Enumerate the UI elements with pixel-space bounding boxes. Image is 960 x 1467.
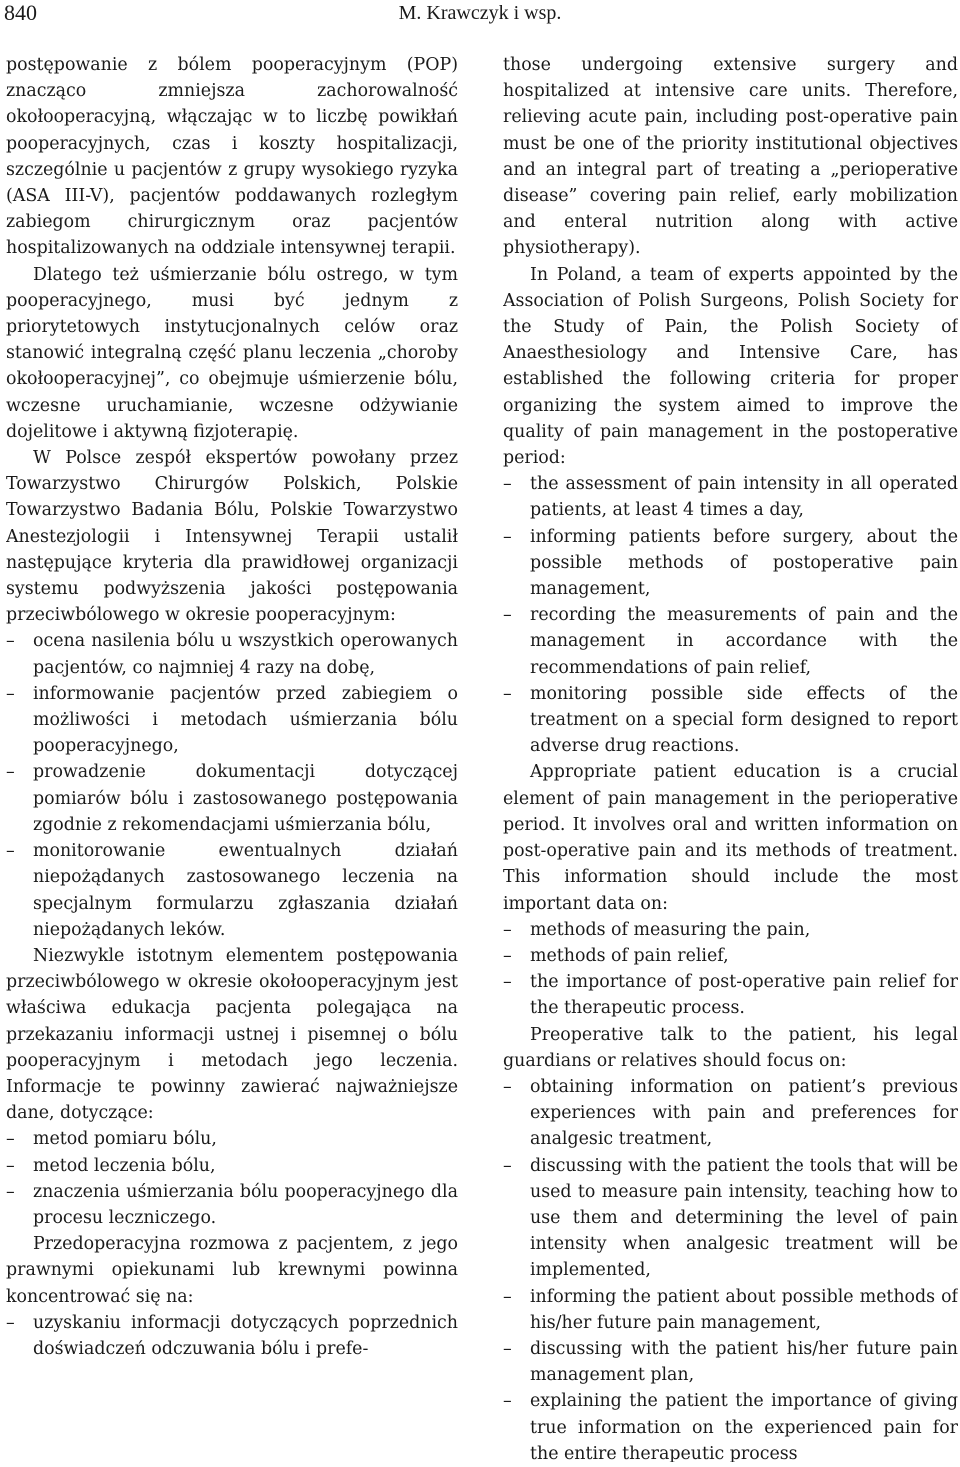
list-item: – informing the patient about possible methods of his/her future pain management, — [503, 1284, 958, 1336]
paragraph: those undergoing extensive surgery and hospitalized at intensive care units. Therefore, relieving acute pain, including post-operative pain must be one of the priority institutional objectives and an integral part of treating a „perioperative disease” covering pain relief, early mobilization and enteral nutrition along with active physiotherapy). — [503, 55, 958, 259]
page-header — [0, 0, 960, 28]
list-item: – metod leczenia bólu, — [6, 1153, 458, 1179]
paragraph: Przedoperacyjna rozmowa z pacjentem, z jego prawnymi opiekunami lub krewnymi powinna koncentrować się na: — [6, 1234, 458, 1307]
list-item: – metod pomiaru bólu, — [6, 1126, 458, 1152]
list-item: – discussing with the patient the tools that will be used to measure pain intensity, teaching how to use them and determining the level of pain intensity when analgesic treatment will be implemented, — [503, 1153, 958, 1284]
list-item: – the importance of post-operative pain relief for the therapeutic process. — [503, 969, 958, 1021]
education-list — [503, 917, 958, 1022]
education-list — [6, 1126, 458, 1231]
english-text-column — [503, 52, 958, 1462]
list-item: – methods of measuring the pain, — [503, 917, 958, 943]
list-item: – uzyskaniu informacji dotyczących poprzednich doświadczeń odczuwania bólu i prefe- — [6, 1310, 458, 1362]
talk-list — [6, 1310, 458, 1362]
running-title: M. Krawczyk i wsp. — [398, 2, 562, 24]
talk-list — [503, 1074, 958, 1462]
paragraph: Preoperative talk to the patient, his legal guardians or relatives should focus on: — [503, 1024, 958, 1071]
page-number: 840 — [4, 0, 37, 25]
paragraph: Appropriate patient education is a crucial element of pain management in the perioperative period. It involves oral and written information on post-operative pain and its methods of treatment. This information should include the most important data on: — [503, 762, 958, 914]
polish-text-column — [6, 52, 458, 1462]
list-item: – methods of pain relief, — [503, 943, 958, 969]
list-item: – informowanie pacjentów przed zabiegiem o możliwości i metodach uśmierzania bólu pooperacyjnego, — [6, 681, 458, 760]
list-item: – obtaining information on patient’s previous experiences with pain and preferences for analgesic treatment, — [503, 1074, 958, 1153]
list-item: – monitorowanie ewentualnych działań niepożądanych zastosowanego leczenia na specjalnym formularzu zgłaszania działań niepożądanych leków. — [6, 838, 458, 943]
list-item: – ocena nasilenia bólu u wszystkich operowanych pacjentów, co najmniej 4 razy na dobę, — [6, 628, 458, 680]
criteria-list — [6, 628, 458, 942]
list-item: – monitoring possible side effects of the treatment on a special form designed to report adverse drug reactions. — [503, 681, 958, 760]
list-item: – informing patients before surgery, about the possible methods of postoperative pain management, — [503, 524, 958, 603]
criteria-list — [503, 471, 958, 759]
paragraph: postępowanie z bólem pooperacyjnym (POP) znacząco zmniejsza zachorowalność okołooperacyjną, włączając w to liczbę powikłań pooperacyjnych, czas i koszty hospitalizacji, szczególnie u pacjentów z grupy wysokiego ryzyka (ASA III-V), pacjentów poddawanych rozległym zabiegom chirurgicznym oraz pacjentów hospitalizowanych na oddziale intensywnej terapii. — [6, 55, 458, 259]
paragraph: Niezwykle istotnym elementem postępowania przeciwbólowego w okresie okołooperacyjnym jest właściwa edukacja pacjenta polegająca na przekazaniu informacji ustnej i pisemnej o bólu pooperacyjnym i metodach jego leczenia. Informacje te powinny zawierać najważniejsze dane, dotyczące: — [6, 945, 458, 1124]
list-item: – the assessment of pain intensity in all operated patients, at least 4 times a day, — [503, 471, 958, 523]
paragraph: In Poland, a team of experts appointed by the Association of Polish Surgeons, Polish Society for the Study of Pain, the Polish Society of Anaesthesiology and Intensive Care, has established the following criteria for proper organizing the system aimed to improve the quality of pain management in the postoperative period: — [503, 264, 958, 469]
list-item: – recording the measurements of pain and the management in accordance with the recommendations of pain relief, — [503, 602, 958, 681]
list-item: – prowadzenie dokumentacji dotyczącej pomiarów bólu i zastosowanego postępowania zgodnie z rekomendacjami uśmierzania bólu, — [6, 759, 458, 838]
list-item: – znaczenia uśmierzania bólu pooperacyjnego dla procesu leczniczego. — [6, 1179, 458, 1231]
paragraph: Dlatego też uśmierzanie bólu ostrego, w tym pooperacyjnego, musi być jednym z priorytetowych instytucjonalnych celów oraz stanowić integralną część planu leczenia „choroby okołooperacyjnej”, co obejmuje uśmierzenie bólu, wczesne uruchamianie, wczesne odżywianie dojelitowe i aktywną fizjoterapię. — [6, 264, 458, 442]
paragraph: W Polsce zespół ekspertów powołany przez Towarzystwo Chirurgów Polskich, Polskie Towarzystwo Badania Bólu, Polskie Towarzystwo Anestezjologii i Intensywnej Terapii ustalił następujące kryteria dla prawidłowej organizacji systemu podwyższenia jakości postępowania przeciwbólowego w okresie pooperacyjnym: — [6, 448, 458, 626]
list-item: – explaining the patient the importance of giving true information on the experienced pain for the entire therapeutic process — [503, 1388, 958, 1462]
list-item: – discussing with the patient his/her future pain management plan, — [503, 1336, 958, 1388]
